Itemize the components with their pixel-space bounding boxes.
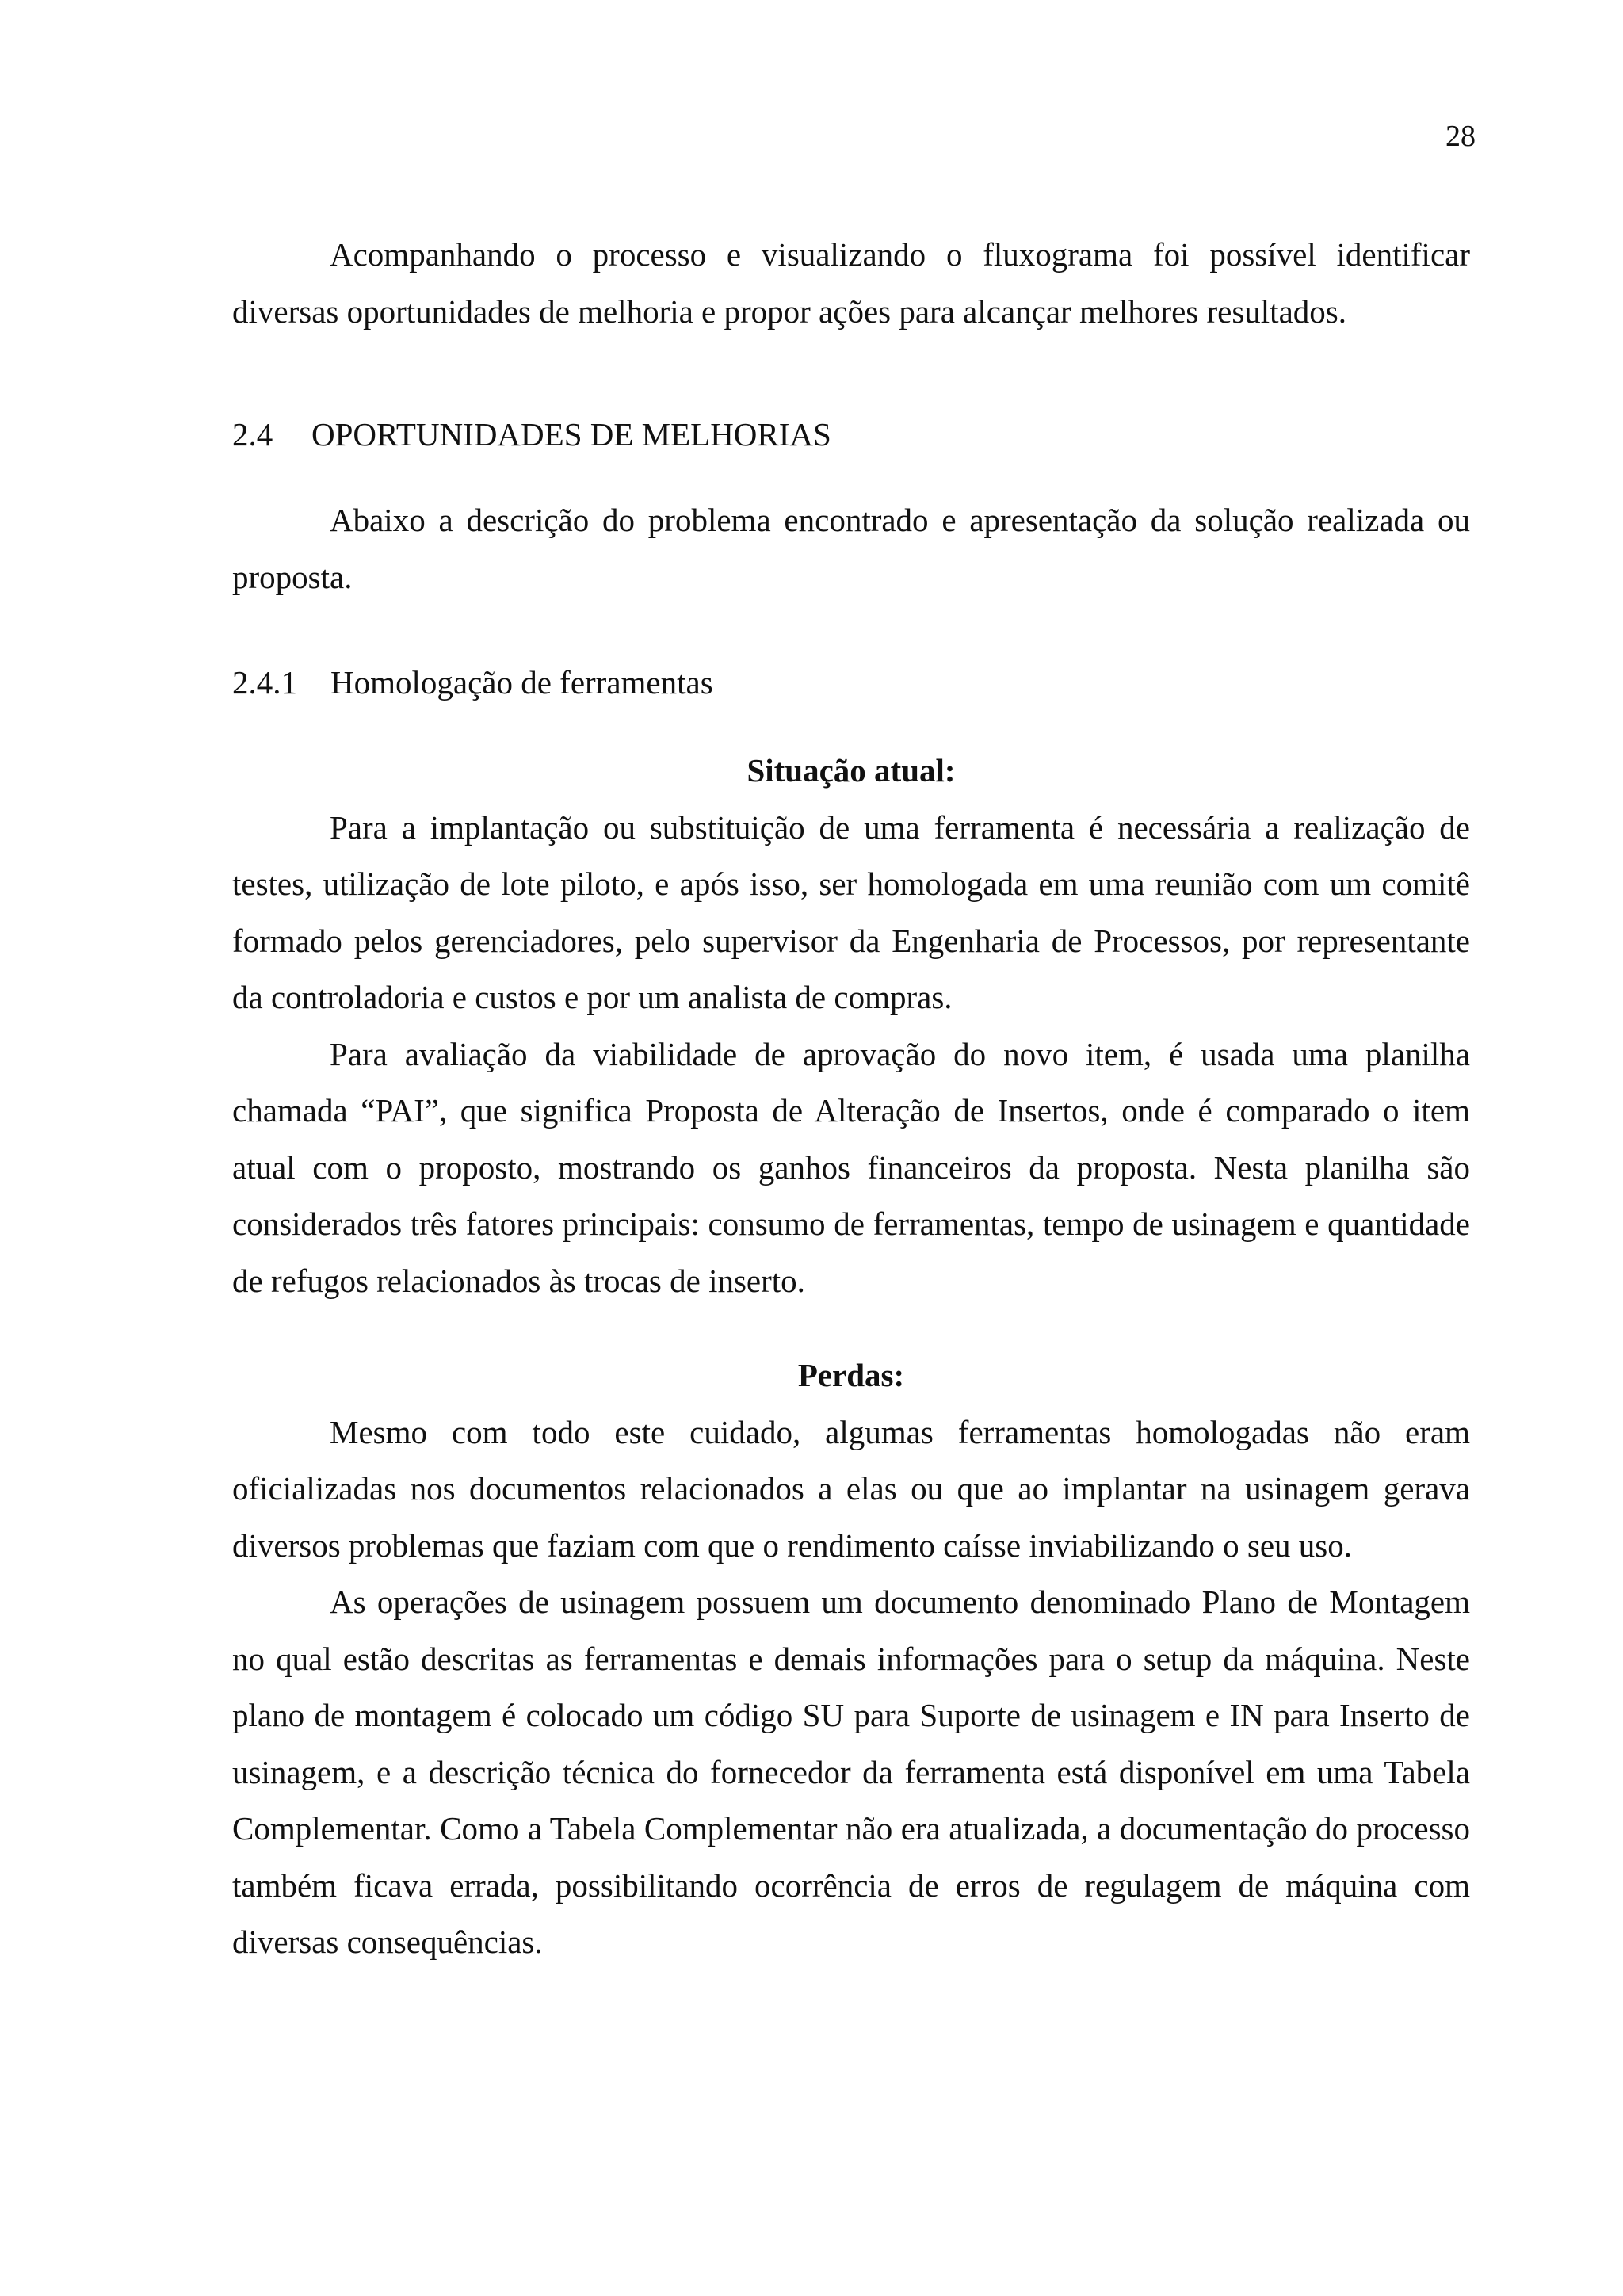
subsection-number: 2.4.1 (232, 664, 297, 701)
section-number: 2.4 (232, 416, 273, 453)
perdas-heading: Perdas: (797, 1357, 905, 1393)
situacao-paragraph-1: Para a implantação ou substituição de uma ferramenta é necessária a realização de testes, utilização de lote piloto, e após isso, ser homologada em uma reunião com um comitê formado pelos gerenciadores, pelo supervisor da Engenharia de Processos, por representante da controladoria e custos e por um analista de compras. (232, 808, 1470, 1015)
intro-paragraph: Acompanhando o processo e visualizando o fluxograma foi possível identificar diversas oportunidades de melhoria e propor ações para alcançar melhores resultados. (232, 236, 1470, 330)
subsection-heading-block (232, 655, 1470, 712)
situacao-paragraph-2: Para avaliação da viabilidade de aprovação do novo item, é usada uma planilha chamada “PAI”, que significa Proposta de Alteração de Insertos, onde é comparado o item atual com o proposto, mostrando os ganhos financeiros da proposta. Nesta planilha são considerados três fatores principais: consumo de ferramentas, tempo de usinagem e quantidade de refugos relacionados às trocas de inserto. (232, 1035, 1470, 1299)
section-heading (232, 407, 1470, 464)
situacao-heading: Situação atual: (747, 752, 956, 789)
perdas-paragraph-1: Mesmo com todo este cuidado, algumas ferramentas homologadas não eram oficializadas nos documentos relacionados a elas ou que ao implantar na usinagem gerava diversos problemas que faziam com que o rendimento caísse inviabilizando o seu uso. (232, 1413, 1470, 1564)
section-paragraph: Abaixo a descrição do problema encontrado e apresentação da solução realizada ou proposta. (232, 502, 1470, 595)
intro-block (232, 227, 1470, 340)
subsection-title: Homologação de ferramentas (330, 664, 713, 701)
section-heading-block (232, 407, 1470, 464)
perdas-block (232, 1347, 1470, 1971)
page-number: 28 (1445, 120, 1476, 153)
perdas-paragraph-2: As operações de usinagem possuem um documento denominado Plano de Montagem no qual estão descritas as ferramentas e demais informações para o setup da máquina. Neste plano de montagem é colocado um código SU para Suporte de usinagem e IN para Inserto de usinagem, e a descrição técnica do fornecedor da ferramenta está disponível em uma Tabela Complementar. Como a Tabela Complementar não era atualizada, a documentação do processo também ficava errada, possibilitando ocorrência de erros de regulagem de máquina com diversas consequências. (232, 1584, 1470, 1960)
situacao-block (232, 743, 1470, 1309)
section-title: OPORTUNIDADES DE MELHORIAS (311, 416, 831, 453)
subsection-heading (232, 655, 1470, 712)
section-paragraph-block (232, 492, 1470, 606)
